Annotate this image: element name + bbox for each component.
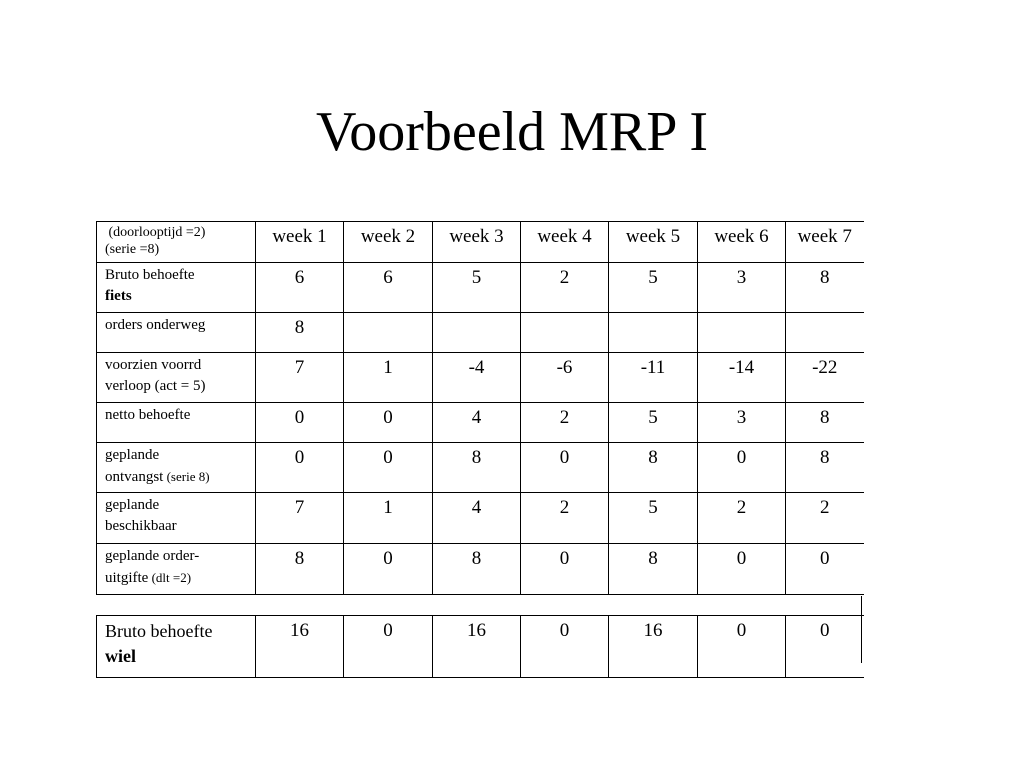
week-header: week 7 [786,222,864,263]
week-header: week 1 [256,222,344,263]
table-cell: 2 [521,403,609,443]
row-label [97,403,256,443]
table-cell: 2 [698,493,786,544]
row-label [97,263,256,313]
table-cell: 5 [609,493,698,544]
slide-title: Voorbeeld MRP I [316,101,708,163]
mrp-table [96,221,864,595]
header-lead-time: (doorlooptijd =2) [105,225,206,240]
table-cell: 0 [698,616,786,678]
table-row [97,616,864,678]
table-cell [433,313,521,353]
table-cell: 8 [433,544,521,595]
table-cell: 0 [786,616,864,678]
row-label-bold: wiel [105,646,136,666]
table-cell: 5 [433,263,521,313]
table-row [97,493,864,544]
table-cell: 8 [256,544,344,595]
table-divider-line [861,596,862,615]
table-cell: 5 [609,403,698,443]
table-cell: 4 [433,403,521,443]
table-cell: 0 [344,544,433,595]
table-cell: 0 [521,443,609,493]
table-cell: -22 [786,353,864,403]
table-cell: 7 [256,353,344,403]
table-cell: 2 [786,493,864,544]
table-cell [344,313,433,353]
table-cell: 2 [521,493,609,544]
table-cell: 0 [344,616,433,678]
table-cell: 3 [698,263,786,313]
table-cell: 4 [433,493,521,544]
header-series: (serie =8) [105,242,160,257]
table-cell: 0 [521,544,609,595]
header-row [97,222,864,263]
table-cell: 0 [256,443,344,493]
table-cell: 0 [344,403,433,443]
table-cell: 8 [786,263,864,313]
table-cell: 8 [609,443,698,493]
row-label [97,493,256,544]
row-label-text: voorzien voorrd [105,357,202,373]
row-label [97,313,256,353]
table-row [97,443,864,493]
table-cell: 0 [786,544,864,595]
table-row [97,263,864,313]
table-cell: 0 [698,544,786,595]
header-label-cell [97,222,256,263]
table-row [97,353,864,403]
week-header: week 4 [521,222,609,263]
row-label-text: orders onderweg [105,317,206,333]
table-cell: 2 [521,263,609,313]
table-cell: 0 [344,443,433,493]
row-label-text: geplande [105,447,160,463]
table-cell: -11 [609,353,698,403]
table-cell [609,313,698,353]
table-cell: 3 [698,403,786,443]
table-cell: 1 [344,493,433,544]
table-cell: 8 [786,403,864,443]
week-header: week 3 [433,222,521,263]
table-cell: -6 [521,353,609,403]
table-cell: 7 [256,493,344,544]
table-cell: 16 [609,616,698,678]
table-cell [786,313,864,353]
week-header: week 5 [609,222,698,263]
row-label-text: uitgifte [105,570,149,586]
row-label-text: beschikbaar [105,518,177,534]
row-label-text: ontvangst [105,469,164,485]
row-label [97,443,256,493]
row-label-text: verloop (act = 5) [105,378,206,394]
table-cell: 8 [256,313,344,353]
week-header: week 6 [698,222,786,263]
table-cell: 16 [256,616,344,678]
row-label-text: Bruto behoefte [105,267,195,283]
table-cell: 5 [609,263,698,313]
table-cell: 6 [256,263,344,313]
table-cell: 0 [521,616,609,678]
table-cell [521,313,609,353]
table-cell: 0 [256,403,344,443]
table-row [97,544,864,595]
row-label [97,353,256,403]
table-row [97,403,864,443]
table-cell: 0 [698,443,786,493]
row-label [97,544,256,595]
wiel-table [96,615,864,678]
table-edge-line [861,615,862,663]
table-cell: -14 [698,353,786,403]
table-row [97,313,864,353]
table-cell: -4 [433,353,521,403]
table-cell: 6 [344,263,433,313]
row-label-note: (dlt =2) [148,570,192,585]
table-cell: 8 [433,443,521,493]
week-header: week 2 [344,222,433,263]
row-label-text: Bruto behoefte [105,621,213,641]
table-cell: 1 [344,353,433,403]
table-cell: 16 [433,616,521,678]
row-label [97,616,256,678]
table-cell [698,313,786,353]
row-label-note: (serie 8) [163,469,210,484]
table-cell: 8 [609,544,698,595]
row-label-text: geplande [105,497,160,513]
row-label-bold: fiets [105,288,132,304]
row-label-text: geplande order- [105,548,200,564]
row-label-text: netto behoefte [105,407,191,423]
table-cell: 8 [786,443,864,493]
